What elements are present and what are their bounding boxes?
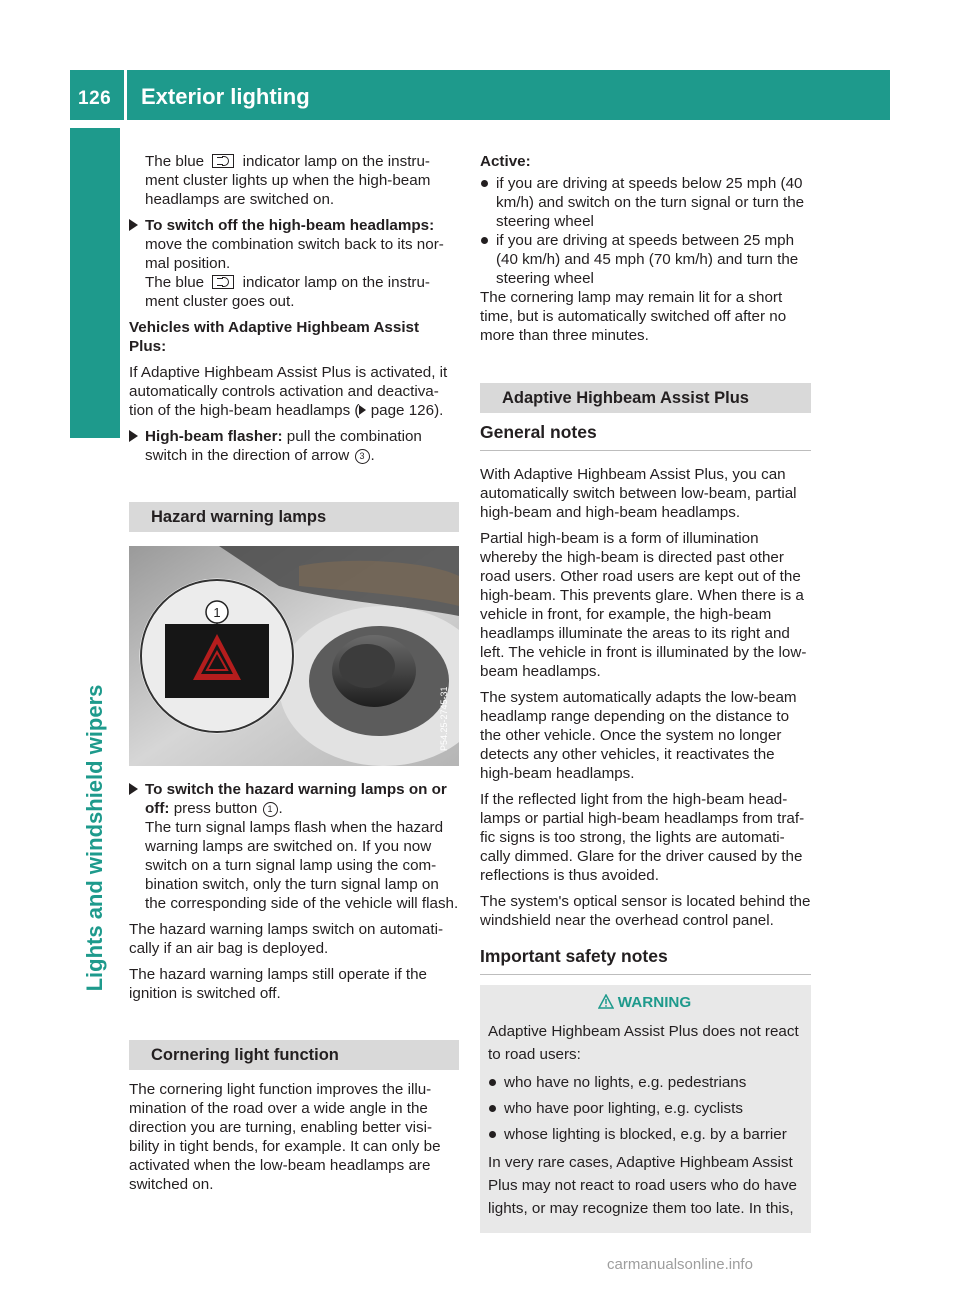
list-text: if you are driving at speeds between 25 mph (40 km/h) and 45 mph (70 km/h) and turn the steering wheel [496, 232, 799, 287]
left-column [129, 152, 459, 1201]
photo-callout: 1 [213, 605, 221, 620]
text: indicator lamp on the instru-ment cluster goes out. [145, 274, 430, 310]
instruction-step: High-beam flasher: pull the combination switch in the direction of arrow 3 . [129, 427, 459, 465]
hazard-heading: Hazard warning lamps [129, 502, 459, 532]
side-label: Lights and windshield wipers [82, 684, 107, 992]
list-text: if you are driving at speeds below 25 mph (40 km/h) and switch on the turn signal or turn the steering wheel [496, 175, 805, 230]
page-reference-icon [359, 405, 366, 415]
high-beam-indicator-icon [212, 154, 234, 168]
step-text: The turn signal lamps flash when the hazard warning lamps are switched on. If you now switch on a turn signal lamp using the com-bination switch, only the turn signal lamp on the corresponding side of the vehicle will flash. [145, 819, 459, 912]
photo-code: P54.25-2745-31 [439, 686, 449, 751]
step-title: To switch off the high-beam headlamps: [145, 217, 435, 234]
callout-number: 3 [355, 449, 370, 464]
high-beam-indicator-icon [212, 275, 234, 289]
warning-label: WARNING [617, 994, 692, 1011]
watermark: carmanualsonline.info [607, 1256, 753, 1273]
warning-box [480, 985, 811, 1233]
warning-title [488, 993, 801, 1012]
hazard-switch-photo [129, 546, 459, 766]
paragraph [129, 363, 459, 420]
list-text: who have poor lighting, e.g. cyclists [504, 1100, 743, 1117]
bullet-icon [489, 1079, 496, 1086]
bullet-icon [481, 237, 488, 244]
page-reference[interactable]: page 126). [370, 402, 444, 419]
callout-number: 1 [263, 802, 278, 817]
instruction-step: To switch the hazard warning lamps on or off: press button 1 . The turn signal lamps flash when the hazard warning lamps are switched on. If you now switch on a turn signal lamp using the com-bination switch, only the turn signal lamp on the corresponding side of the vehicle will flash. [129, 780, 459, 913]
paragraph: The cornering lamp may remain lit for a short time, but is automatically switched off after no more than three minutes. [480, 289, 787, 344]
text: The blue [145, 153, 205, 170]
text: The blue [145, 274, 205, 291]
paragraph: The hazard warning lamps still operate if the ignition is switched off. [129, 966, 427, 1002]
bullet-icon [489, 1131, 496, 1138]
step-arrow-icon [129, 430, 138, 442]
step-text: move the combination switch back to its nor-mal position. [145, 236, 444, 272]
list-item [488, 1073, 801, 1092]
paragraph: The cornering light function improves the illu-mination of the road over a wide angle in the direction you are turning, enabling better visi-bility in tight bends, for example. It can only be activated when the low-beam headlamps are switched on. [129, 1081, 441, 1193]
step-text: pull the combination switch in the direction of arrow [145, 428, 422, 464]
paragraph: Adaptive Highbeam Assist Plus does not react to road users: [488, 1023, 799, 1063]
list-text: who have no lights, e.g. pedestrians [504, 1074, 747, 1091]
bullet-icon [481, 180, 488, 187]
list-item [480, 231, 811, 288]
list-item [480, 174, 811, 231]
step-arrow-icon [129, 783, 138, 795]
paragraph: The system automatically adapts the low-beam headlamp range depending on the distance to the other vehicle. Once the system no longer detects any other vehicles, it reactivates the high-beam headlamps. [480, 689, 797, 782]
warning-triangle-icon [598, 994, 614, 1009]
instruction-step [129, 216, 459, 311]
ahap-heading: Adaptive Highbeam Assist Plus [480, 383, 811, 413]
header-divider [124, 70, 127, 120]
step-text: press button [173, 800, 258, 817]
active-heading: Active: [480, 153, 531, 170]
paragraph [129, 152, 459, 209]
bullet-icon [489, 1105, 496, 1112]
text: If Adaptive Highbeam Assist Plus is activated, it automatically controls activation and deactiva-tion of the high-beam headlamps ( [129, 364, 448, 419]
paragraph: If the reflected light from the high-beam head-lamps or partial high-beam headlamps from traf-fic signs is too strong, the lights are automati-cally dimmed. Glare for the driver caused by the reflections is thus avoided. [480, 791, 805, 884]
right-column [480, 152, 811, 1233]
paragraph: With Adaptive Highbeam Assist Plus, you can automatically switch between low-beam, partial high-beam and high-beam headlamps. [480, 466, 797, 521]
vehicles-heading: Vehicles with Adaptive Highbeam Assist Plus: [129, 319, 420, 355]
paragraph: Partial high-beam is a form of illumination whereby the high-beam is directed past other road users. Other road users are kept out of the high-beam. This prevents glare. When there is a vehicle in front, for example, the high-beam headlamps illuminate the areas to its right and left. The vehicle in front is illuminated by the low-beam headlamps. [480, 530, 807, 680]
step-title: High-beam flasher: [145, 428, 283, 445]
side-tab [70, 128, 120, 438]
paragraph: The hazard warning lamps switch on automati-cally if an air bag is deployed. [129, 921, 444, 957]
text: indicator lamp on the instru-ment cluster lights up when the high-beam headlamps are switched on. [145, 153, 431, 208]
list-text: whose lighting is blocked, e.g. by a barrier [504, 1126, 787, 1143]
paragraph: The system's optical sensor is located behind the windshield near the overhead control panel. [480, 893, 811, 929]
general-notes-heading: General notes [480, 423, 811, 451]
cornering-heading: Cornering light function [129, 1040, 459, 1070]
step-arrow-icon [129, 219, 138, 231]
list-item [488, 1125, 801, 1144]
paragraph: In very rare cases, Adaptive Highbeam Assist Plus may not react to road users who do have lights, or may recognize them too late. In this, [488, 1154, 797, 1217]
section-title: Exterior lighting [141, 84, 310, 109]
list-item [488, 1099, 801, 1118]
safety-notes-heading: Important safety notes [480, 947, 811, 975]
page-number: 126 [78, 88, 112, 109]
step-title: To switch the hazard warning lamps on or off: [145, 781, 447, 817]
